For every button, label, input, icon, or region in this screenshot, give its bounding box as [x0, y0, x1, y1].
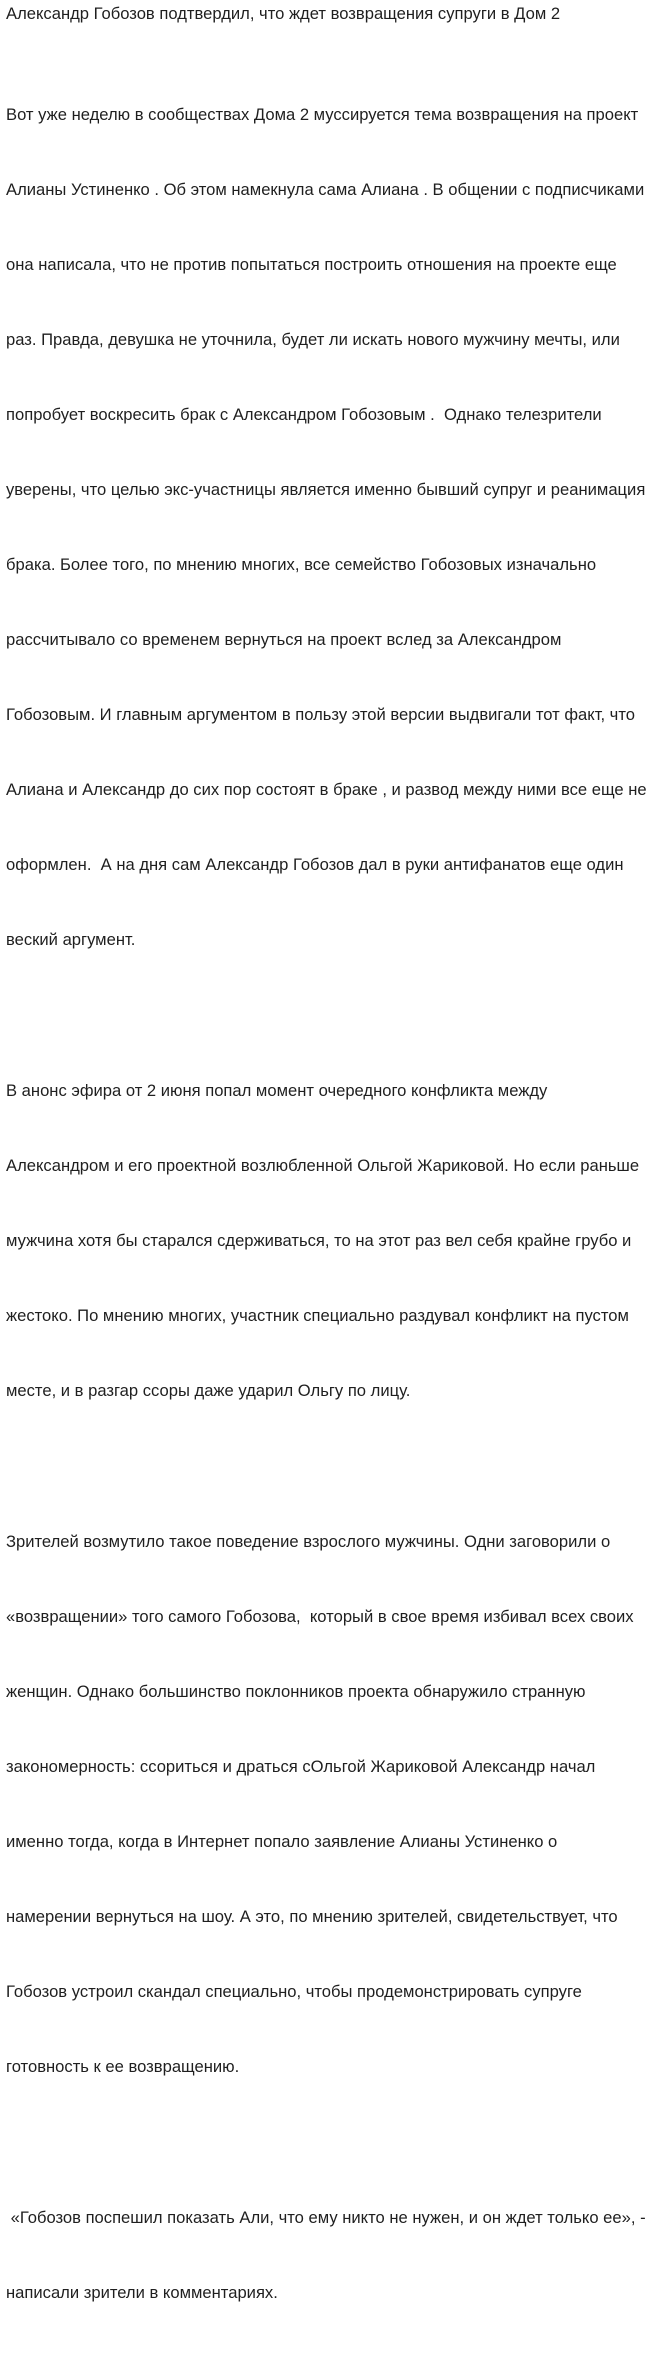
paragraph-line: В анонс эфира от 2 июня попал момент очередного конфликта между	[6, 1081, 548, 1100]
paragraph-intro	[6, 52, 666, 1002]
paragraph-line: раз. Правда, девушка не уточнила, будет ли искать нового мужчину мечты, или	[6, 330, 620, 349]
paragraph-line: Зрителей возмутило такое поведение взрослого мужчины. Одни заговорили о	[6, 1532, 611, 1551]
paragraph-gap	[6, 1002, 666, 1028]
paragraph-line: «возвращении» того самого Гобозова, который в свое время избивал всех своих	[6, 1607, 634, 1626]
paragraph-gap	[6, 1453, 666, 1479]
paragraph-line: Гобозов устроил скандал специально, чтобы продемонстрировать супруге	[6, 1982, 582, 2001]
article-title: Александр Гобозов подтвердил, что ждет возвращения супруги в Дом 2	[6, 4, 561, 23]
paragraph-line: женщин. Однако большинство поклонников проекта обнаружило странную	[6, 1682, 586, 1701]
paragraph-line: Вот уже неделю в сообществах Дома 2 муссируется тема возвращения на проект	[6, 105, 639, 124]
paragraph-line: Алианы Устиненко . Об этом намекнула сама Алиана . В общении с подписчиками	[6, 180, 645, 199]
paragraph-line: брака. Более того, по мнению многих, все семейство Гобозовых изначально	[6, 555, 597, 574]
paragraph-line: оформлен. А на дня сам Александр Гобозов дал в руки антифанатов еще один	[6, 855, 624, 874]
paragraph-line: «Гобозов поспешил показать Али, что ему никто не нужен, и он ждет только ее», -	[6, 2208, 646, 2227]
paragraph-line: месте, и в разгар ссоры даже ударил Ольгу по лицу.	[6, 1381, 411, 1400]
paragraph-line: мужчина хотя бы старался сдерживаться, то на этот раз вел себя крайне грубо и	[6, 1231, 632, 1250]
paragraph-line: намерении вернуться на шоу. А это, по мнению зрителей, свидетельствует, что	[6, 1907, 618, 1926]
paragraph-gap	[6, 2129, 666, 2155]
paragraph-line: веский аргумент.	[6, 930, 136, 949]
paragraph-line: попробует воскресить брак с Александром Гобозовым . Однако телезрители	[6, 405, 602, 424]
paragraph-line: Алиана и Александр до сих пор состоят в браке , и развод между ними все еще не	[6, 780, 647, 799]
article	[6, 0, 666, 2355]
paragraph-gap	[6, 26, 666, 52]
paragraph-line: именно тогда, когда в Интернет попало заявление Алианы Устиненко о	[6, 1832, 558, 1851]
paragraph-line: уверены, что целью экс-участницы является именно бывший супруг и реанимация	[6, 480, 646, 499]
paragraph-line: она написала, что не против попытаться построить отношения на проекте еще	[6, 255, 617, 274]
paragraph-line: Гобозовым. И главным аргументом в пользу этой версии выдвигали тот факт, что	[6, 705, 635, 724]
paragraph-line: написали зрители в комментариях.	[6, 2283, 278, 2302]
paragraph-quote	[6, 2155, 666, 2355]
paragraph-viewers	[6, 1479, 666, 2129]
paragraph-line: Александром и его проектной возлюбленной Ольгой Жариковой. Но если раньше	[6, 1156, 640, 1175]
paragraph-line: готовность к ее возвращению.	[6, 2057, 240, 2076]
paragraph-line: рассчитывало со временем вернуться на проект вслед за Александром	[6, 630, 562, 649]
paragraph-conflict	[6, 1028, 666, 1453]
paragraph-line: закономерность: ссориться и драться сОльгой Жариковой Александр начал	[6, 1757, 596, 1776]
paragraph-line: жестоко. По мнению многих, участник специально раздувал конфликт на пустом	[6, 1306, 629, 1325]
